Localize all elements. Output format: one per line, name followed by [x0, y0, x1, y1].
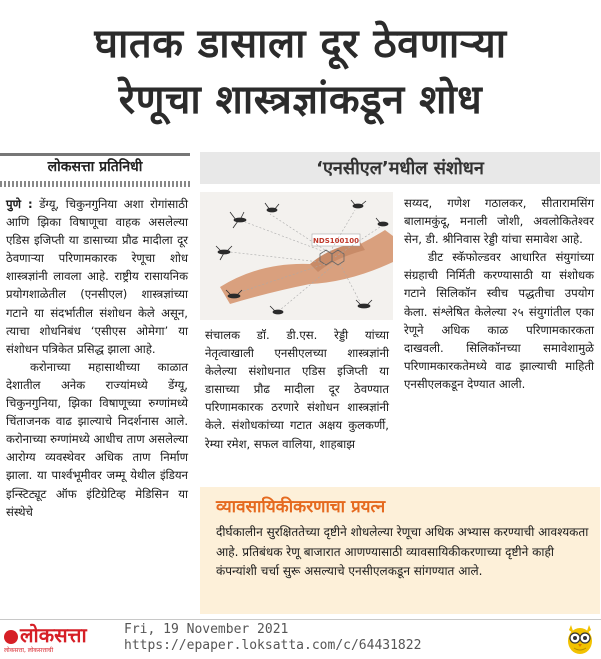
article-column-2	[205, 326, 389, 453]
callout-title: व्यावसायिकीकरणाचा प्रयत्न	[216, 497, 386, 517]
subhead: ‘एनसीएल’मधील संशोधन	[316, 158, 484, 179]
byline-bottom-rule	[0, 181, 190, 187]
column-3-paragraph-2: डीट स्कॅफोल्डवर आधारित संयुगांच्या संग्रहाची निर्मिती करण्यासाठी या संशोधक गटाने सिलिकॉन स्वीच पद्धतीचा उपयोग केला. संश्लेषित केलेल्या २५ संयुगांतील एका रेणूने अधिक काळ परिणामकारकता दाखवली. सिलिकॉनच्या समावेशामुळे परिणामकारकतेमध्ये वाढ झाल्याची माहिती एनसीएलकडून देण्यात आली.	[404, 250, 594, 391]
logo-text: लोकसत्ता	[20, 623, 87, 647]
logo-emblem-icon	[4, 630, 18, 644]
column-1-paragraph-2: करोनाच्या महासाथीच्या काळात देशातील अनेक राज्यांमध्ये डेंग्यू, चिकुनगुनिया, झिका विषाणूच्या रुग्णांमध्ये चिंताजनक वाढ झाल्याचे निदर्शनास आले. करोनाच्या रुग्णांमध्ये आधीच ताण असलेल्या आरोग्य व्यवस्थेवर अधिक ताण निर्माण झाला. या पार्श्वभूमीवर जम्मू येथील इंडियन इन्स्टिट्यूट ऑफ इंटिग्रेटिव्ह मेडिसिन या संस्थेचे	[6, 359, 188, 519]
publication-date: Fri, 19 November 2021	[124, 622, 289, 637]
logo-tagline: लोकसत्ता, लोकसत्ताची	[4, 647, 54, 654]
byline-top-rule	[0, 153, 190, 156]
footer-meta	[124, 622, 421, 654]
dateline-place: पुणे :	[6, 197, 33, 211]
column-3-paragraph-1: सय्यद, गणेश गठालकर, सीतारामसिंग बालामकुंदू, मनाली जोशी, अवलोकितेश्वर सेन, डी. श्रीनिवास रेड्डी यांचा समावेश आहे.	[404, 196, 594, 247]
byline: लोकसत्ता प्रतिनिधी	[47, 159, 143, 175]
article-column-3	[404, 194, 594, 393]
footer-divider	[0, 619, 601, 620]
column-1-text-1: डेंग्यू, चिकुनगुनिया अशा रोगांसाठी आणि झिका विषाणूचा वाहक असलेल्या एडिस इजिप्ती या डासाच्या प्रौढ मादीला दूर ठेवणाऱ्या परिणामकारक रेणूचा शोध शास्त्रज्ञांनी लावला आहे. राष्ट्रीय रासायनिक प्रयोगशाळेतील (एनसीएल) शास्त्रज्ञांच्या गटाने या संदर्भातील संशोधन केले असून, त्याचा शोधनिबंध ‘एसीएस ओमेगा’ या संशोधन पत्रिकेत प्रसिद्ध झाला आहे.	[6, 197, 189, 356]
article-column-1	[6, 195, 188, 521]
column-2-paragraph-1: संचालक डॉ. डी.एस. रेड्डी यांच्या नेतृत्वाखाली एनसीएलच्या शास्त्रज्ञांनी केलेल्या संशोधनात एडिस इजिप्ती या डासाच्या प्रौढ मादीला दूर ठेवण्यात परिणामकारक ठरणारे संशोधन शास्त्रज्ञांनी केले. संशोधकांच्या गटात अक्षय कुलकर्णी, रेम्या रमेश, सफल वालिया, शाहबाझ	[205, 328, 389, 451]
callout-text: दीर्घकालीन सुरक्षिततेच्या दृष्टीने शोधलेल्या रेणूचा अधिक अभ्यास करण्याची आवश्यकता आहे. प्रतिबंधक रेणू बाजारात आणण्यासाठी व्यावसायिकीकरणाच्या दृष्टीने काही कंपन्यांशी चर्चा सुरू असल्याचे एनसीएलकडून सांगण्यात आले.	[216, 525, 589, 578]
owl-icon	[565, 621, 595, 655]
mosquito-photo	[200, 192, 393, 320]
headline-line-2: रेणूचा शास्त्रज्ञांकडून शोध	[118, 77, 483, 123]
molecule-label: NDS100100	[313, 237, 359, 245]
epaper-url[interactable]: https://epaper.loksatta.com/c/64431822	[124, 638, 422, 653]
headline-line-1: घातक डासाला दूर ठेवणाऱ्या	[94, 21, 507, 67]
mosquito-illustration	[200, 192, 393, 320]
loksatta-logo[interactable]	[4, 624, 112, 654]
column-1-paragraph-1	[6, 195, 188, 358]
